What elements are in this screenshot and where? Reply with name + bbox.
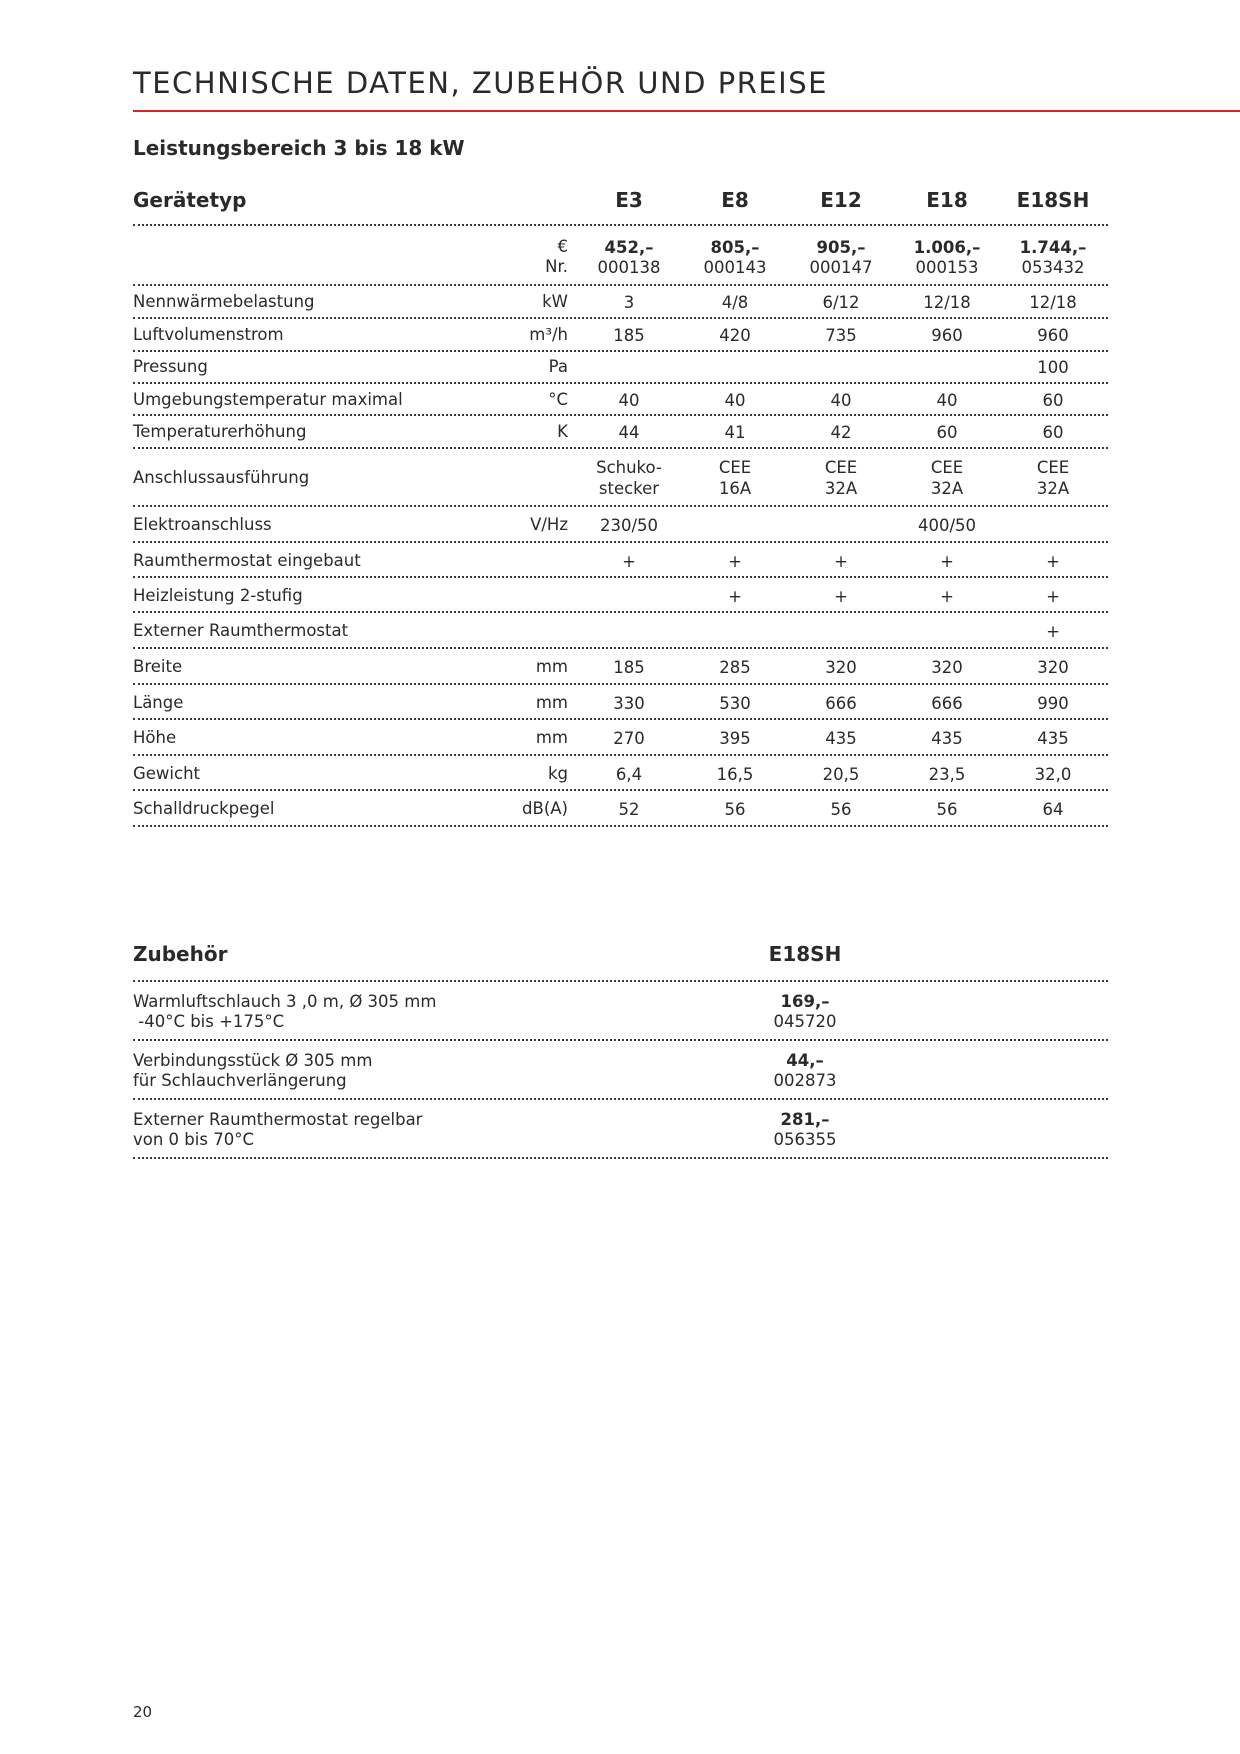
table-cell: 320 xyxy=(1037,658,1069,677)
dotted-divider xyxy=(133,505,1108,507)
table-cell: + xyxy=(728,587,742,606)
row-label: Pressung xyxy=(133,357,208,376)
table-cell: 3 xyxy=(623,293,635,312)
row-unit: mm xyxy=(535,693,568,712)
model-header: E18SH xyxy=(1016,188,1090,212)
accessory-price: 44,– xyxy=(786,1051,824,1070)
table-cell: CEE xyxy=(930,458,964,477)
table-cell: 990 xyxy=(1037,694,1069,713)
row-unit: mm xyxy=(535,657,568,676)
table-cell: 320 xyxy=(825,658,857,677)
table-cell: 41 xyxy=(724,423,746,442)
table-cell: 16A xyxy=(718,479,752,498)
section-subtitle: Leistungsbereich 3 bis 18 kW xyxy=(133,136,465,160)
table-cell: 320 xyxy=(931,658,963,677)
row-label: Temperaturerhöhung xyxy=(133,422,307,441)
table-cell: 185 xyxy=(613,326,645,345)
row-label: Schalldruckpegel xyxy=(133,799,275,818)
table-cell: 42 xyxy=(830,423,852,442)
accessories-model-header: E18SH xyxy=(768,942,842,966)
table-cell: 666 xyxy=(931,694,963,713)
table-cell: 435 xyxy=(931,729,963,748)
model-header: E12 xyxy=(820,188,862,212)
table-cell: 23,5 xyxy=(928,765,966,784)
table-cell: 60 xyxy=(1042,423,1064,442)
table-cell: 666 xyxy=(825,694,857,713)
price-cell: 1.744,– xyxy=(1019,238,1087,257)
dotted-divider xyxy=(133,541,1108,543)
table-cell: 40 xyxy=(936,391,958,410)
dotted-divider xyxy=(133,1098,1108,1100)
dotted-divider xyxy=(133,350,1108,352)
title-rule xyxy=(133,110,1240,112)
table-cell: 100 xyxy=(1037,358,1069,377)
table-cell: 960 xyxy=(1037,326,1069,345)
row-unit: K xyxy=(557,422,568,441)
row-label: Gewicht xyxy=(133,764,201,783)
table-cell: + xyxy=(1046,587,1060,606)
dotted-divider xyxy=(133,317,1108,319)
accessory-name: Externer Raumthermostat regelbar xyxy=(133,1110,423,1129)
table-cell: 60 xyxy=(936,423,958,442)
table-cell: 32A xyxy=(1036,479,1070,498)
accessory-artno: 002873 xyxy=(773,1071,837,1090)
dotted-divider xyxy=(133,447,1108,449)
table-cell: + xyxy=(940,552,954,571)
table-cell: + xyxy=(940,587,954,606)
dotted-divider xyxy=(133,224,1108,226)
dotted-divider xyxy=(133,789,1108,791)
row-label: Raumthermostat eingebaut xyxy=(133,551,361,570)
table-cell: 56 xyxy=(936,800,958,819)
row-label: Höhe xyxy=(133,728,177,747)
artno-cell: 000147 xyxy=(809,258,873,277)
dotted-divider xyxy=(133,718,1108,720)
dotted-divider xyxy=(133,382,1108,384)
table-cell: 32,0 xyxy=(1034,765,1072,784)
price-cell: 905,– xyxy=(816,238,866,257)
table-cell: 20,5 xyxy=(822,765,860,784)
row-unit: m³/h xyxy=(529,325,568,344)
model-header: E3 xyxy=(615,188,643,212)
table-cell: 4/8 xyxy=(721,293,749,312)
table-cell: + xyxy=(1046,622,1060,641)
page-title: TECHNISCHE DATEN, ZUBEHÖR UND PREISE xyxy=(133,66,828,100)
row-label: Anschlussausführung xyxy=(133,468,310,487)
price-cell: 1.006,– xyxy=(913,238,981,257)
row-unit: V/Hz xyxy=(530,515,568,534)
table-cell: 56 xyxy=(724,800,746,819)
table-cell: stecker xyxy=(598,479,660,498)
row-label: Länge xyxy=(133,693,184,712)
table-cell: CEE xyxy=(718,458,752,477)
artno-cell: 000153 xyxy=(915,258,979,277)
dotted-divider xyxy=(133,825,1108,827)
table-cell: 60 xyxy=(1042,391,1064,410)
row-label: Externer Raumthermostat xyxy=(133,621,349,640)
dotted-divider xyxy=(133,611,1108,613)
row-unit: kW xyxy=(542,292,568,311)
table-cell: 40 xyxy=(830,391,852,410)
accessory-price: 281,– xyxy=(780,1110,830,1129)
table-cell: + xyxy=(834,587,848,606)
table-cell: 12/18 xyxy=(1029,293,1077,312)
model-header: E18 xyxy=(926,188,968,212)
dotted-divider xyxy=(133,414,1108,416)
table-cell: 12/18 xyxy=(923,293,971,312)
dotted-divider xyxy=(133,1157,1108,1159)
table-cell: + xyxy=(1046,552,1060,571)
table-cell: + xyxy=(728,552,742,571)
table-cell: + xyxy=(834,552,848,571)
table-cell: 44 xyxy=(618,423,640,442)
row-unit: kg xyxy=(547,764,568,783)
row-label: Heizleistung 2-stufig xyxy=(133,586,303,605)
table-cell: 735 xyxy=(825,326,857,345)
price-cell: 805,– xyxy=(710,238,760,257)
accessories-header-label: Zubehör xyxy=(133,942,228,966)
table-cell: 32A xyxy=(824,479,858,498)
table-cell: 185 xyxy=(613,658,645,677)
accessory-detail: -40°C bis +175°C xyxy=(133,1012,285,1031)
dotted-divider xyxy=(133,754,1108,756)
specs-header-label: Gerätetyp xyxy=(133,188,247,212)
row-label: Umgebungstemperatur maximal xyxy=(133,390,403,409)
accessory-artno: 045720 xyxy=(773,1012,837,1031)
row-unit: °C xyxy=(548,390,568,409)
accessory-artno: 056355 xyxy=(773,1130,837,1149)
table-cell: 56 xyxy=(830,800,852,819)
page-number: 20 xyxy=(133,1703,153,1721)
row-unit: Pa xyxy=(548,357,568,376)
table-cell: 52 xyxy=(618,800,640,819)
row-unit: dB(A) xyxy=(522,799,568,818)
table-cell: 960 xyxy=(931,326,963,345)
accessory-price: 169,– xyxy=(780,992,830,1011)
table-cell: 530 xyxy=(719,694,751,713)
table-cell: 64 xyxy=(1042,800,1064,819)
accessory-name: Verbindungsstück Ø 305 mm xyxy=(133,1051,373,1070)
artno-unit: Nr. xyxy=(545,257,568,276)
table-cell: 230/50 xyxy=(599,516,659,535)
artno-cell: 053432 xyxy=(1021,258,1085,277)
accessory-name: Warmluftschlauch 3 ,0 m, Ø 305 mm xyxy=(133,992,437,1011)
table-cell: 435 xyxy=(1037,729,1069,748)
dotted-divider xyxy=(133,980,1108,982)
table-cell: 395 xyxy=(719,729,751,748)
dotted-divider xyxy=(133,576,1108,578)
table-cell: 6,4 xyxy=(615,765,643,784)
price-cell: 452,– xyxy=(604,238,654,257)
dotted-divider xyxy=(133,647,1108,649)
row-label: Nennwärmebelastung xyxy=(133,292,315,311)
table-cell: 40 xyxy=(618,391,640,410)
table-cell: + xyxy=(622,552,636,571)
table-cell: CEE xyxy=(1036,458,1070,477)
dotted-divider xyxy=(133,284,1108,286)
row-label: Elektroanschluss xyxy=(133,515,272,534)
table-cell: 6/12 xyxy=(822,293,860,312)
table-cell: CEE xyxy=(824,458,858,477)
table-cell: 32A xyxy=(930,479,964,498)
table-cell: 330 xyxy=(613,694,645,713)
model-header: E8 xyxy=(721,188,749,212)
dotted-divider xyxy=(133,1039,1108,1041)
accessory-detail: von 0 bis 70°C xyxy=(133,1130,254,1149)
table-cell-merged: 400/50 xyxy=(917,516,977,535)
row-unit: mm xyxy=(535,728,568,747)
table-cell: 270 xyxy=(613,729,645,748)
artno-cell: 000138 xyxy=(597,258,661,277)
row-label: Breite xyxy=(133,657,183,676)
table-cell: 285 xyxy=(719,658,751,677)
artno-cell: 000143 xyxy=(703,258,767,277)
table-cell: 435 xyxy=(825,729,857,748)
price-unit: € xyxy=(557,237,568,256)
table-cell: 16,5 xyxy=(716,765,754,784)
table-cell: 420 xyxy=(719,326,751,345)
table-cell: 40 xyxy=(724,391,746,410)
table-cell: Schuko- xyxy=(596,458,662,477)
accessory-detail: für Schlauchverlängerung xyxy=(133,1071,347,1090)
row-label: Luftvolumenstrom xyxy=(133,325,284,344)
dotted-divider xyxy=(133,683,1108,685)
